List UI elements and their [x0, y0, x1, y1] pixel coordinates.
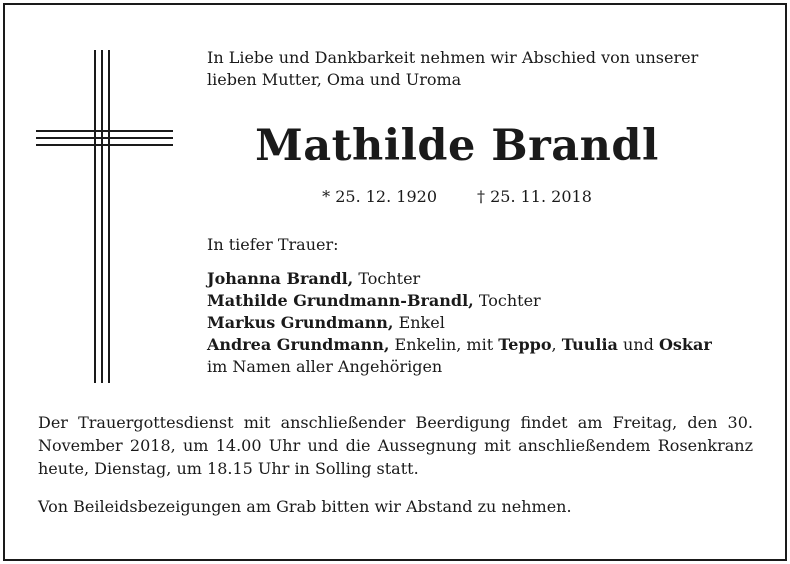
intro-text	[207, 47, 698, 91]
mourner-row	[207, 334, 712, 356]
mourner-relation: Enkelin, mit	[389, 335, 499, 354]
mourner-name: Mathilde Grundmann-Brandl,	[207, 291, 474, 310]
child-separator: und	[617, 335, 659, 354]
mourner-relation: Tochter	[353, 269, 421, 288]
mourner-name: Johanna Brandl,	[207, 269, 354, 288]
child-name: Teppo	[498, 335, 552, 354]
child-name: Tuulia	[561, 335, 618, 354]
condolence-note: Von Beileidsbezeigungen am Grab bitten wir Abstand zu nehmen.	[38, 497, 572, 516]
mourners-list	[207, 268, 712, 378]
mourner-row	[207, 290, 712, 312]
service-announcement: Der Trauergottesdienst mit anschließender Beerdigung findet am Freitag, den 30. November 2018, um 14.00 Uhr und die Aussegnung mit anschließendem Rosenkranz heute, Dienstag, um 18.15 Uhr in Solling statt.	[38, 413, 753, 478]
life-dates	[207, 186, 707, 208]
mourner-row	[207, 268, 712, 290]
intro-line-1: In Liebe und Dankbarkeit nehmen wir Abschied von unserer	[207, 48, 699, 67]
mourners-closing: im Namen aller Angehörigen	[207, 357, 443, 376]
mourner-name: Markus Grundmann,	[207, 313, 394, 332]
child-name: Oskar	[658, 335, 712, 354]
mourner-row	[207, 312, 712, 334]
deceased-name: Mathilde Brandl	[255, 121, 659, 171]
death-date: † 25. 11. 2018	[477, 187, 592, 206]
mourning-heading: In tiefer Trauer:	[207, 235, 339, 254]
mourner-relation: Tochter	[473, 291, 541, 310]
birth-date: * 25. 12. 1920	[322, 187, 437, 206]
intro-line-2: lieben Mutter, Oma und Uroma	[207, 70, 462, 89]
cross-icon	[36, 50, 173, 383]
mourner-name: Andrea Grundmann,	[207, 335, 390, 354]
child-separator: ,	[551, 335, 562, 354]
mourner-relation: Enkel	[393, 313, 445, 332]
